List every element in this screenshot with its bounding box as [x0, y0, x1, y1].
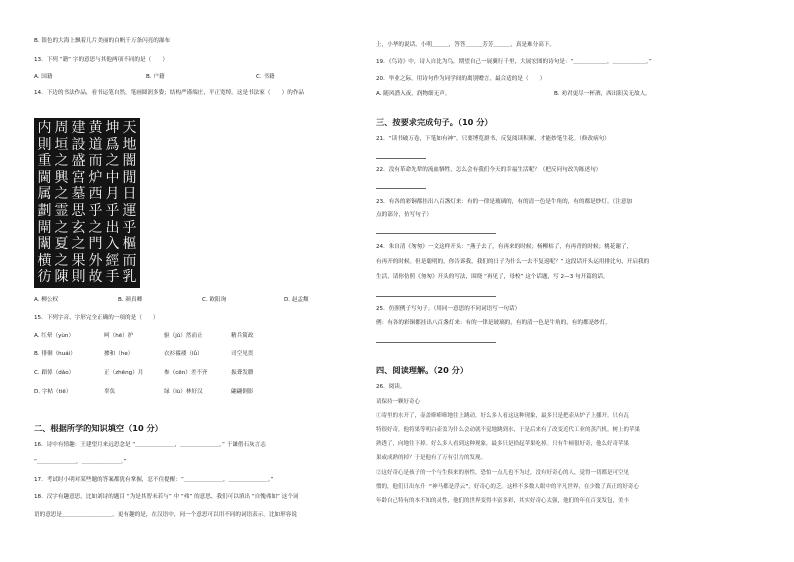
q15-row-b-c: 衣衫褴褛（lǚ）	[164, 351, 203, 357]
calligraphy-char: 属	[37, 186, 52, 203]
calligraphy-char: 乎	[88, 202, 103, 219]
q22: 22．没有革命先辈的流血牺牲，怎么会有我们今天的幸福生活呢？（把反问句改为陈述句）	[376, 167, 602, 173]
calligraphy-char: 天	[122, 120, 137, 136]
calligraphy-char: 霊	[54, 202, 69, 219]
q14-stem: 14．下边的书法作品，看书运笔自然，笔画圆润多姿；结构严谨端庄，平正宽绰。这是书法家（ ）的作品	[34, 90, 305, 96]
passage-title: 请保持一颗好奇心	[376, 399, 421, 405]
calligraphy-char: 則	[37, 136, 52, 153]
calligraphy-column	[88, 120, 103, 286]
passage-p2-line: 惯的，他们日出东升 “神马都是浮云”，好奇心的乏。这样不多数人眼中的平凡世界，在少数了真正的好奇心	[376, 484, 639, 490]
q26: 26．阅读。	[376, 384, 406, 390]
calligraphy-char: 而	[122, 252, 137, 269]
calligraphy-char: 之	[105, 153, 120, 170]
q25: 25．仿照例子写句子。（用同一意思的不同词语写一句话）	[376, 306, 521, 312]
q17: 17．考试时小明对某些题的答案都犹有掌握，忍不住提醒：“＿＿＿＿＿＿＿，＿＿＿＿＿＿＿。”	[34, 477, 274, 483]
q16-line2: “＿＿＿＿＿＿＿，＿＿＿＿＿＿＿。”	[34, 459, 127, 465]
q13-stem: 13．下列 “籍” 字的意思与其他两项不同的是（ ）	[34, 57, 168, 63]
calligraphy-char: 日	[122, 186, 137, 203]
section2-title: 二、根据所学的知识填空（10 分）	[34, 423, 163, 433]
q15-row-a-c: 驱（jǔ）然而止	[164, 333, 203, 339]
q15-row-a-d: 精兵简政	[231, 333, 254, 339]
q14-option-c[interactable]: C. 欧阳询	[202, 297, 227, 303]
calligraphy-char: 乎	[122, 219, 137, 236]
calligraphy-char: 周	[54, 120, 69, 136]
calligraphy-char: 閒	[122, 169, 137, 186]
calligraphy-char: 劃	[37, 202, 52, 219]
passage-p1-line: ①寄里的水开了，壶盖嘭嘭嘭地往上跳动。好么多人看这这种现象，最多只是把壶从炉子上挪开。只有瓦	[376, 413, 630, 419]
q13-option-b[interactable]: B. 户籍	[146, 74, 165, 80]
q12-option-b: B. 银色的大海上飘着几片美丽的白帆千万条闪亮的瀑布	[34, 38, 171, 44]
q24-line1: 24．朱自清《匆匆》一文这样开头：“燕子去了，有再来的时候；杨柳枯了，有再青的时候；桃花谢了，	[376, 244, 633, 250]
calligraphy-char: 門	[88, 236, 103, 253]
calligraphy-char: 則	[71, 269, 86, 286]
calligraphy-char: 地	[122, 136, 137, 153]
q21: 21．“读书破万卷，下笔如有神”。只要博览群书，反复阅读积累，才能妙笔生花。（修改病句）	[376, 136, 610, 142]
calligraphy-char: 陳	[54, 269, 69, 286]
calligraphy-char: 横	[37, 252, 52, 269]
q15-row-c-c: 参（cēn）差不齐	[164, 370, 208, 376]
q13-option-a[interactable]: A. 国籍	[34, 74, 53, 80]
q25-example: 例：有各的彩铜都挂出八百盏灯来：有的一律是玻璃的，有的清一色是牛角的，有的都是纱灯。	[376, 320, 611, 326]
calligraphy-char: 乳	[122, 269, 137, 286]
calligraphy-char: 闇	[122, 153, 137, 170]
q20-stem: 20．毕业之际，用诗句作为同学间的离别赠言，最合适的是（ ）	[376, 76, 546, 82]
calligraphy-column	[105, 120, 120, 286]
q15-stem: 15．下列字音、字形完全正确的一项的是（ ）	[34, 315, 159, 321]
calligraphy-char: 之	[54, 186, 69, 203]
q24-answer-line[interactable]	[376, 296, 496, 297]
calligraphy-char: 入	[105, 236, 120, 253]
calligraphy-char: 手	[105, 269, 120, 286]
passage-p1-line: 熟透了，向地往下掉。好么多人看到这种现象，最多只是拾起苹果吃掉。只有牛顿很好奇，他么好奇苹果	[376, 441, 630, 447]
q23-line2: 点的部分，仿写句子）	[376, 212, 432, 218]
q15-row-b-d: 司空见贯	[231, 351, 254, 357]
calligraphy-char: 閫	[37, 169, 52, 186]
q15-row-c-d: 振聋发聩	[231, 370, 254, 376]
q15-row-b-b: 掺和（he）	[104, 351, 134, 357]
calligraphy-char: 玄	[71, 219, 86, 236]
section3-title: 三、按要求完成句子。（10 分）	[376, 117, 493, 127]
calligraphy-char: 墓	[71, 186, 86, 203]
q15-row-b-opt: B. 徘徊（huái）	[34, 351, 76, 357]
passage-p2-line: 年龄自己特有的本不知的灵性，他们的世界变得丰富多彩，其实好奇心太强，他们的年在百变发包，美丰	[376, 498, 630, 504]
calligraphy-char: 盛	[71, 153, 86, 170]
calligraphy-char: 而	[88, 153, 103, 170]
calligraphy-char: 爲	[105, 136, 120, 153]
calligraphy-column	[122, 120, 137, 286]
q20-option-a[interactable]: A. 随风潜入夜，润物细无声。	[376, 91, 451, 97]
calligraphy-char: 運	[122, 202, 137, 219]
calligraphy-char: 經	[105, 252, 120, 269]
right-column	[376, 0, 728, 562]
calligraphy-char: 宮	[71, 169, 86, 186]
calligraphy-column	[37, 120, 52, 286]
q14-option-b[interactable]: B. 颜真卿	[118, 297, 143, 303]
q19: 19．《鸟诗》中，诗人自比为鸟，期望自己一展翼行千里，大展宏图的诗句是：“＿＿＿＿＿＿，＿＿＿＿＿＿。”	[376, 59, 652, 65]
passage-p2-line: ②这好奇心是孩子的一个与生俱来的禀性，恐怕一点儿也不为过，没有好奇心的人，觉得一切都是可空见	[376, 470, 630, 476]
calligraphy-char: 西	[88, 186, 103, 203]
calligraphy-char: 之	[54, 153, 69, 170]
calligraphy-column	[71, 120, 86, 286]
calligraphy-char: 之	[71, 236, 86, 253]
calligraphy-char: 樞	[122, 236, 137, 253]
calligraphy-char: 乎	[105, 202, 120, 219]
q13-option-c[interactable]: C. 书籍	[256, 74, 275, 80]
q18-line2: 语的意思是＿＿＿＿＿＿＿＿＿。更有趣的是，在汉语中，同一个意思可以用不同的词语表示。比如形容说	[34, 512, 297, 518]
calligraphy-char: 内	[37, 120, 52, 136]
calligraphy-char: 設	[71, 136, 86, 153]
calligraphy-char: 外	[88, 252, 103, 269]
left-column	[34, 0, 379, 562]
calligraphy-char: 炉	[88, 169, 103, 186]
q18-line3: 上，小华的说话，小明＿＿＿，答答＿＿＿芳芳＿＿＿，真是难分高下。	[376, 42, 556, 48]
calligraphy-char: 黄	[88, 120, 103, 136]
q24-line2: 有再开的时候。但是聪明的，你告诉我，我们的日子为什么一去不复返呢？” 这段话开头运用排比句，开启我的	[376, 259, 650, 265]
q15-row-c-opt: C. 蹈倬（dǎo）	[34, 370, 75, 376]
section4-title: 四、阅读理解。（20 分）	[376, 365, 469, 375]
q24-line3: 生活，请你仿照《匆匆》开头的写法，围绕 “再见了，母校” 这个话题，写 2—3 句开篇的话。	[376, 274, 609, 280]
q21-answer-line[interactable]	[376, 158, 426, 159]
calligraphy-char: 之	[88, 219, 103, 236]
calligraphy-char: 建	[71, 120, 86, 136]
calligraphy-char: 閘	[37, 219, 52, 236]
calligraphy-char: 之	[54, 219, 69, 236]
calligraphy-columns	[34, 118, 140, 288]
calligraphy-image	[34, 118, 140, 288]
passage-p1-line: 特很好奇，他将果等明白壶盖为什么会动就不觉地跳到水，于是后来有了改变近代工业的蒸汽机。树上的苹果	[376, 427, 641, 433]
passage-p1-line: 果或成熟的掉？于是他有了万有引力的发现。	[376, 455, 487, 461]
q22-answer-line[interactable]	[376, 188, 426, 189]
q15-row-c-b: 正（zhēng）月	[104, 370, 144, 376]
q15-row-a-b: 呵（hē）护	[104, 333, 134, 339]
calligraphy-char: 垣	[54, 136, 69, 153]
calligraphy-char: 坤	[105, 120, 120, 136]
calligraphy-char: 重	[37, 153, 52, 170]
q14-option-d[interactable]: D. 赵孟頫	[284, 297, 309, 303]
calligraphy-char: 出	[105, 219, 120, 236]
calligraphy-char: 月	[105, 186, 120, 203]
calligraphy-char: 思	[71, 202, 86, 219]
q15-row-d-c: 绿（lù）林好汉	[164, 389, 203, 395]
q23-line1: 23．有各的彩铜都挂出八百盏灯来：有的一律是玻璃的，有的清一色是牛角的，有的都是纱灯。（注意加	[376, 199, 633, 205]
q14-option-a[interactable]: A. 柳公权	[34, 297, 59, 303]
q15-row-d-d: 翩翩倒影	[231, 389, 254, 395]
calligraphy-char: 彷	[37, 269, 52, 286]
calligraphy-char: 中	[105, 169, 120, 186]
q18-line1: 18．汉字有趣意思，比如刘诗的题目 “为是其智未若与” 中 “弗” 的意思，我们可以填出 “自愧弗如” 这个词	[34, 494, 299, 500]
q23-answer-line[interactable]	[376, 233, 496, 234]
calligraphy-char: 興	[54, 169, 69, 186]
q25-answer-line[interactable]	[376, 342, 496, 343]
calligraphy-char: 之	[54, 252, 69, 269]
q15-row-d-opt: D. 字帖（tiē）	[34, 389, 72, 395]
q20-option-b[interactable]: B. 劝君更尽一杯酒，西出阳关无故人。	[554, 91, 651, 97]
calligraphy-char: 夏	[54, 236, 69, 253]
calligraphy-column	[54, 120, 69, 286]
calligraphy-char: 果	[71, 252, 86, 269]
q15-row-a-opt: A. 红晕（yùn）	[34, 333, 75, 339]
calligraphy-char: 故	[88, 269, 103, 286]
calligraphy-char: 闈	[37, 236, 52, 253]
q16-line1: 16．诗中有情趣：王建望月来远思念是 “＿＿＿＿＿＿＿，＿＿＿＿＿＿＿。” 于谦借石灰言志	[34, 442, 266, 448]
calligraphy-char: 道	[88, 136, 103, 153]
q15-row-d-b: 辜负	[104, 389, 116, 395]
